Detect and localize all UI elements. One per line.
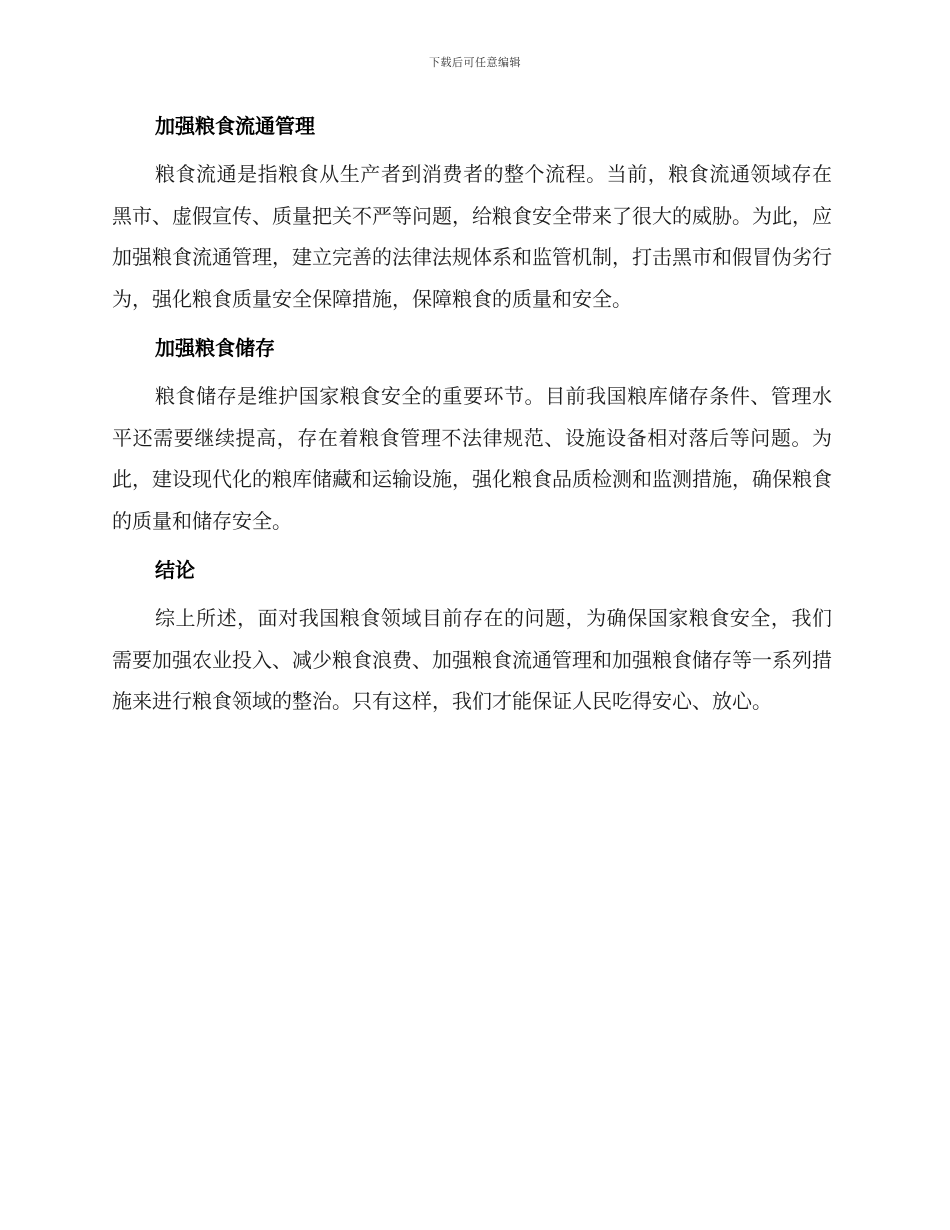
document-body [112, 110, 832, 735]
section-grain-circulation [112, 110, 832, 320]
section-paragraph: 粮食流通是指粮食从生产者到消费者的整个流程。当前，粮食流通领域存在黑市、虚假宣传、质量把关不严等问题，给粮食安全带来了很大的威胁。为此，应加强粮食流通管理，建立完善的法律法规体系和监管机制，打击黑市和假冒伪劣行为，强化粮食质量安全保障措施，保障粮食的质量和安全。 [112, 162, 832, 311]
header-note: 下载后可任意编辑 [429, 56, 521, 69]
section-paragraph: 粮食储存是维护国家粮食安全的重要环节。目前我国粮库储存条件、管理水平还需要继续提高，存在着粮食管理不法律规范、设施设备相对落后等问题。为此，建设现代化的粮库储藏和运输设施，强化粮食品质检测和监测措施，确保粮食的质量和储存安全。 [112, 384, 832, 533]
section-paragraph: 综上所述，面对我国粮食领域目前存在的问题，为确保国家粮食安全，我们需要加强农业投入、减少粮食浪费、加强粮食流通管理和加强粮食储存等一系列措施来进行粮食领域的整治。只有这样，我们才能保证人民吃得安心、放心。 [112, 606, 832, 713]
section-heading: 加强粮食储存 [155, 336, 275, 360]
section-heading: 加强粮食流通管理 [155, 114, 315, 138]
section-grain-storage [112, 332, 832, 542]
section-heading: 结论 [155, 558, 195, 582]
section-conclusion [112, 554, 832, 723]
